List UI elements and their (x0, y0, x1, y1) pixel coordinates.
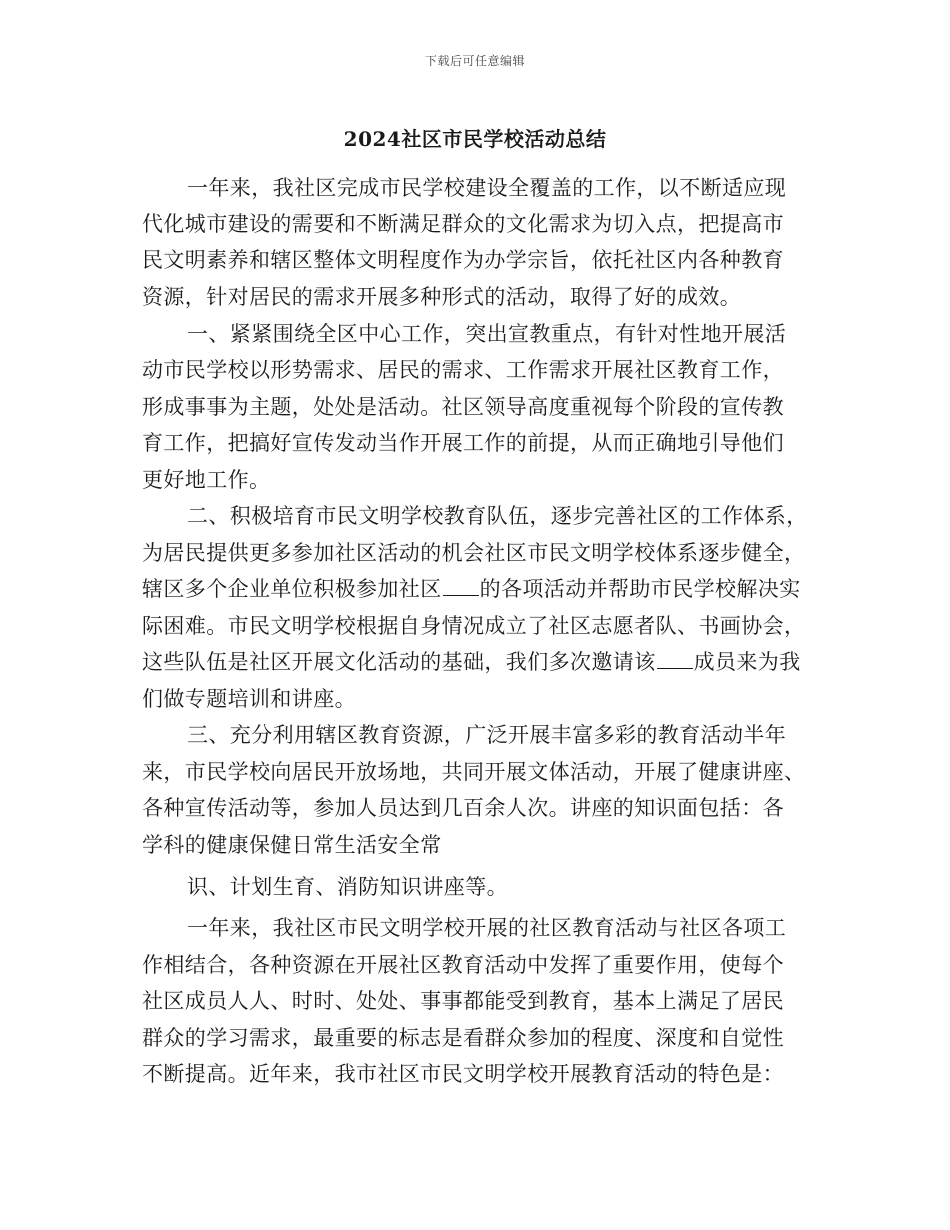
document-title: 2024社区市民学校活动总结 (343, 127, 607, 151)
paragraph-line: 社区成员人人、时时、处处、事事都能受到教育，基本上满足了居民 (142, 989, 784, 1013)
paragraph-line: 各种宣传活动等，参加人员达到几百余人次。讲座的知识面包括：各 (142, 796, 784, 820)
paragraph-line: 识、计划生育、消防知识讲座等。 (187, 875, 508, 899)
paragraph-line: 群众的学习需求，最重要的标志是看群众参加的程度、深度和自觉性 (142, 1026, 784, 1050)
paragraph-line: 来，市民学校向居民开放场地，共同开展文体活动，开展了健康讲座、 (142, 760, 806, 784)
paragraph-line: 三、充分利用辖区教育资源，广泛开展丰富多彩的教育活动半年 (187, 723, 787, 747)
paragraph-line: 一、紧紧围绕全区中心工作，突出宣教重点，有针对性地开展活 (187, 322, 787, 346)
paragraph-line: 资源，针对居民的需求开展多种形式的活动，取得了好的成效。 (142, 285, 742, 309)
paragraph-line: 一年来，我社区完成市民学校建设全覆盖的工作，以不断适应现 (187, 176, 787, 200)
paragraph-line: 更好地工作。 (142, 468, 271, 492)
text-fragment: 这些队伍是社区开展文化活动的基础，我们多次邀请该 (142, 650, 656, 674)
paragraph-line: 代化城市建设的需要和不断满足群众的文化需求为切入点，把提高市 (142, 212, 784, 236)
paragraph-line: 不断提高。近年来，我市社区市民文明学校开展教育活动的特色是： (142, 1062, 784, 1086)
paragraph-line: 动市民学校以形势需求、居民的需求、工作需求开展社区教育工作， (142, 358, 784, 382)
paragraph-line: 们做专题培训和讲座。 (142, 687, 356, 711)
paragraph-line: 学科的健康保健日常生活安全常 (142, 833, 442, 857)
text-fragment: 辖区多个企业单位积极参加社区 (142, 577, 442, 601)
text-fragment: 成员来为我 (693, 650, 801, 674)
paragraph-line: 民文明素养和辖区整体文明程度作为办学宗旨，依托社区内各种教育 (142, 248, 784, 272)
paragraph-line (142, 571, 812, 607)
paragraph-line: 为居民提供更多参加社区活动的机会社区市民文明学校体系逐步健全， (142, 541, 806, 565)
paragraph-line (142, 644, 812, 680)
text-fragment: 的各项活动并帮助市民学校解决实 (479, 577, 801, 601)
paragraph-line: 二、积极培育市民文明学校教育队伍，逐步完善社区的工作体系， (187, 504, 808, 528)
paragraph-line: 形成事事为主题，处处是活动。社区领导高度重视每个阶段的宣传教 (142, 395, 784, 419)
fill-in-blank (443, 575, 479, 596)
paragraph-line: 际困难。市民文明学校根据自身情况成立了社区志愿者队、书画协会， (142, 614, 806, 638)
paragraph-line: 一年来，我社区市民文明学校开展的社区教育活动与社区各项工 (187, 916, 787, 940)
header-note: 下载后可任意编辑 (424, 54, 525, 68)
fill-in-blank (657, 648, 693, 669)
paragraph-line: 作相结合，各种资源在开展社区教育活动中发挥了重要作用，使每个 (142, 953, 784, 977)
paragraph-line: 育工作，把搞好宣传发动当作开展工作的前提，从而正确地引导他们 (142, 431, 784, 455)
